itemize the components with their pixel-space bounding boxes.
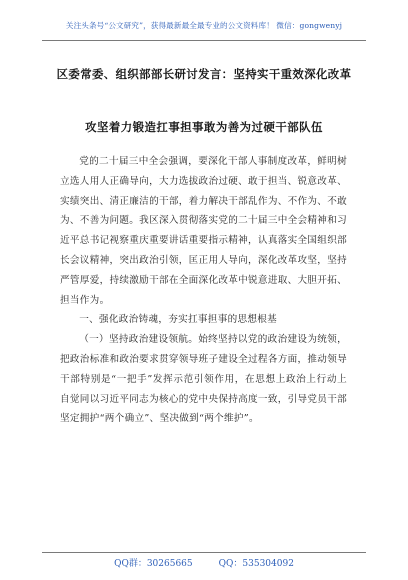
footer-contact [0, 556, 408, 569]
header-divider [42, 40, 366, 41]
document-title-line-1: 区委常委、组织部部长研讨发言：坚持实干重效深化改革 [56, 67, 352, 81]
document-title-line-2: 攻坚着力锻造扛事担事敢为善为过硬干部队伍 [85, 120, 323, 134]
document-body [60, 152, 347, 429]
body-paragraph-intro: 党的二十届三中全会强调，要深化干部人事制度改革，鲜明树立选人用人正确导向，大力选拔政治过硬、敢于担当、锐意改革、实绩突出、清正廉洁的干部，着力解决干部乱作为、不作为、不敢为、不善为问题。我区深入贯彻落实党的二十届三中全会精神和习近平总书记视察重庆重要讲话重要指示精神，认真落实全国组织部长会议精神，突出政治引领，匡正用人导向，深化改革攻坚，坚持严管厚爱，持续激励干部在全面深化改革中锐意进取、大胆开拓、担当作为。 [60, 156, 347, 306]
footer-divider [42, 552, 366, 553]
footer-qq: QQ：535304092 [218, 559, 294, 569]
footer-qq-group: QQ群：30265665 [114, 559, 193, 569]
body-paragraph-1-1: （一）坚持政治建设领航。始终坚持以党的政治建设为统领，把政治标准和政治要求贯穿领导班子建设全过程各方面，推动领导干部特别是“一把手”发挥示范引领作用，在思想上政治上行动上自觉同以习近平同志为核心的党中央保持高度一致，引导党员干部坚定拥护“两个确立”、坚决做到“两个维护”。 [60, 334, 347, 425]
section-heading-1: 一、强化政治铸魂，夯实扛事担事的思想根基 [79, 314, 278, 326]
header-note: 关注头条号“公文研究”，获得最新最全最专业的公文资料库！ 微信：gongwenyj [65, 21, 343, 30]
